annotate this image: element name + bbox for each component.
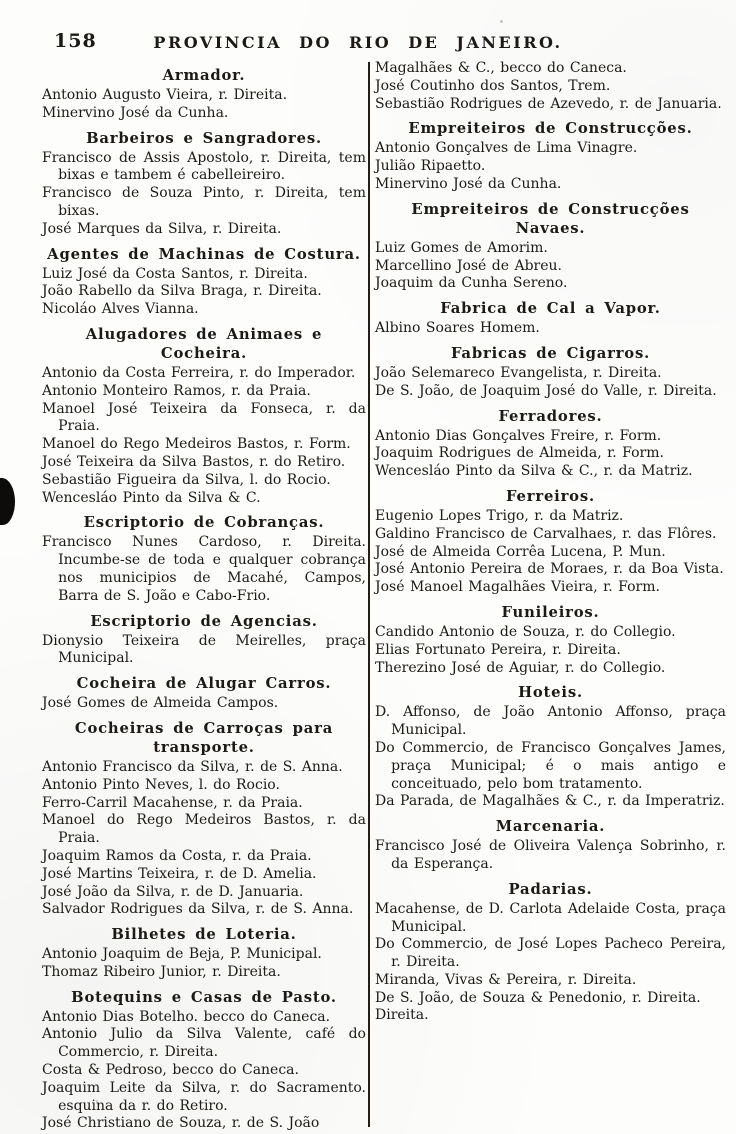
page-header xyxy=(0,0,736,60)
directory-section xyxy=(42,612,366,669)
directory-entry: D. Affonso, de João Antonio Affonso, praça Municipal. xyxy=(375,704,726,739)
section-heading: Fabrica de Cal a Vapor. xyxy=(440,300,661,318)
directory-entry: De S. João, de Souza & Penedonio, r. Direita. xyxy=(375,989,701,1006)
directory-entry: José Marques da Silva, r. Direita. xyxy=(42,220,282,237)
section-heading: Fabricas de Cigarros. xyxy=(450,344,651,362)
directory-entry: José Antonio Pereira de Moraes, r. da Boa Vista. xyxy=(375,561,724,578)
directory-entry: Francisco de Souza Pinto, r. Direita, tem bixas. xyxy=(42,185,366,219)
directory-entry: Sebastião Figueira da Silva, l. do Rocio. xyxy=(42,471,331,488)
directory-entry: Antonio Francisco da Silva, r. de S. Anna. xyxy=(42,758,343,775)
directory-section xyxy=(42,325,366,507)
directory-entry: Eugenio Lopes Trigo, r. da Matriz. xyxy=(375,507,624,524)
directory-entry: Joaquim da Cunha Sereno. xyxy=(375,275,568,292)
two-column-text-block xyxy=(0,60,736,1133)
directory-entry: José João da Silva, r. de D. Januaria. xyxy=(42,883,304,900)
directory-entry: Galdino Francisco de Carvalhaes, r. das Flôres. xyxy=(375,525,717,542)
directory-entry: Luiz Gomes de Amorim. xyxy=(375,239,548,256)
directory-section xyxy=(42,245,366,319)
directory-entry: José Teixeira da Silva Bastos, r. do Retiro. xyxy=(42,453,346,470)
directory-entry: Wencesláo Pinto da Silva & C. xyxy=(42,489,261,506)
directory-section xyxy=(42,66,366,123)
directory-section xyxy=(375,344,726,401)
directory-entry: João Selemareco Evangelista, r. Direita. xyxy=(375,364,662,381)
directory-entry: Therezino José de Aguiar, r. do Collegio. xyxy=(375,659,666,676)
directory-entry: Macahense, de D. Carlota Adelaide Costa, praça Municipal. xyxy=(375,900,726,935)
directory-entry: Francisco José de Oliveira Valença Sobrinho, r. da Esperança. xyxy=(375,838,726,872)
directory-section xyxy=(375,487,726,597)
directory-entry: José de Almeida Corrêa Lucena, P. Mun. xyxy=(375,543,666,560)
directory-entry: Antonio Joaquim de Beja, P. Municipal. xyxy=(42,946,322,963)
directory-section xyxy=(375,60,726,113)
directory-entry: Julião Ripaetto. xyxy=(375,158,486,175)
directory-entry: Manoel do Rego Medeiros Bastos, r. Form. xyxy=(42,436,351,453)
section-heading: Barbeiros e Sangradores. xyxy=(86,129,322,147)
directory-entry: Salvador Rodrigues da Silva, r. de S. Anna. xyxy=(42,901,354,918)
section-heading: Escriptorio de Cobranças. xyxy=(83,514,325,532)
directory-entry: Do Commercio, de José Lopes Pacheco Pereira, r. Direita. xyxy=(375,936,726,971)
section-heading: Botequins e Casas de Pasto. xyxy=(71,988,337,1006)
directory-section xyxy=(42,925,366,982)
directory-entry: Antonio Pinto Neves, l. do Rocio. xyxy=(42,776,280,793)
section-heading: Cocheira de Alugar Carros. xyxy=(76,675,332,693)
directory-entry: De S. João, de Joaquim José do Valle, r. Direita. xyxy=(375,382,717,399)
directory-entry: Antonio Gonçalves de Lima Vinagre. xyxy=(375,140,638,157)
section-heading: Empreiteiros de Construcções Navaes. xyxy=(411,200,690,237)
section-heading: Funileiros. xyxy=(501,603,600,621)
directory-entry: Dionysio Teixeira de Meirelles, praça Municipal. xyxy=(42,632,366,667)
directory-entry: Luiz José da Costa Santos, r. Direita. xyxy=(42,265,308,282)
directory-entry: José Martins Teixeira, r. de D. Amelia. xyxy=(42,865,317,882)
directory-entry: Candido Antonio de Souza, r. do Collegio. xyxy=(375,623,676,640)
directory-entry: Sebastião Rodrigues de Azevedo, r. de Januaria. xyxy=(375,95,722,112)
directory-entry: José Christiano de Souza, r. de S. João xyxy=(42,1115,320,1132)
page-number: 158 xyxy=(54,30,97,52)
directory-entry: Manoel José Teixeira da Fonseca, r. da Praia. xyxy=(42,400,366,435)
directory-entry: Thomaz Ribeiro Junior, r. Direita. xyxy=(42,963,281,980)
directory-entry: Antonio Augusto Vieira, r. Direita. xyxy=(42,87,288,103)
directory-section xyxy=(42,988,366,1134)
directory-section xyxy=(42,513,366,605)
directory-entry: Minervino José da Cunha. xyxy=(42,104,229,121)
directory-entry: Ferro-Carril Macahense, r. da Praia. xyxy=(42,794,303,811)
directory-section xyxy=(375,880,726,1026)
directory-section xyxy=(375,119,726,193)
directory-entry: Do Commercio, de Francisco Gonçalves James, praça Municipal; é o mais antigo e conceituado, pelo bom tratamento. xyxy=(375,739,726,792)
section-heading: Marcenaria. xyxy=(495,818,606,836)
directory-entry: João Rabello da Silva Braga, r. Direita. xyxy=(42,283,322,300)
page-title: PROVINCIA DO RIO DE JANEIRO. xyxy=(153,33,563,52)
directory-entry: Antonio Julio da Silva Valente, café do Commercio, r. Direita. xyxy=(42,1026,366,1061)
directory-entry: Costa & Pedroso, becco do Caneca. xyxy=(42,1062,299,1079)
directory-entry: Albino Soares Homem. xyxy=(375,320,540,337)
directory-entry: Miranda, Vivas & Pereira, r. Direita. xyxy=(375,971,637,988)
section-heading: Agentes de Machinas de Costura. xyxy=(47,245,361,263)
directory-entry: Manoel do Rego Medeiros Bastos, r. da Praia. xyxy=(42,812,366,847)
directory-entry: Joaquim Rodrigues de Almeida, r. Form. xyxy=(375,445,664,462)
directory-entry: Francisco de Assis Apostolo, r. Direita, tem bixas e tambem é cabelleireiro. xyxy=(42,149,366,184)
directory-entry: Direita. xyxy=(375,1007,429,1024)
directory-entry: Francisco Nunes Cardoso, r. Direita. Incumbe-se de toda e qualquer cobrança nos municipios de Macahé, Campos, Barra de S. João e Cabo-Frio. xyxy=(42,534,366,604)
section-heading: Ferradores. xyxy=(498,407,603,425)
directory-entry: Joaquim Ramos da Costa, r. da Praia. xyxy=(42,847,312,864)
directory-entry: Elias Fortunato Pereira, r. Direita. xyxy=(375,641,621,658)
section-heading: Bilhetes de Loteria. xyxy=(111,926,297,944)
directory-entry: Da Parada, de Magalhães & C., r. da Imperatriz. xyxy=(375,793,725,810)
section-heading: Escriptorio de Agencias. xyxy=(90,612,318,630)
directory-entry: Marcellino José de Abreu. xyxy=(375,257,563,274)
directory-entry: Magalhães & C., becco do Caneca. xyxy=(375,60,627,76)
directory-entry: Nicoláo Alves Vianna. xyxy=(42,301,199,318)
directory-section xyxy=(375,299,726,338)
left-column xyxy=(42,60,368,1133)
directory-entry: Wencesláo Pinto da Silva & C., r. da Matriz. xyxy=(375,463,693,480)
directory-entry: José Gomes de Almeida Campos. xyxy=(42,695,279,712)
directory-entry: Antonio Dias Botelho. becco do Caneca. xyxy=(42,1008,331,1025)
directory-section xyxy=(375,817,726,874)
right-column xyxy=(370,60,730,1133)
directory-section xyxy=(42,674,366,713)
section-heading: Hoteis. xyxy=(518,684,583,702)
scan-speck xyxy=(500,20,503,23)
directory-entry: Minervino José da Cunha. xyxy=(375,175,562,192)
section-heading: Empreiteiros de Construcções. xyxy=(408,120,693,138)
directory-entry: Antonio Monteiro Ramos, r. da Praia. xyxy=(42,382,311,399)
section-heading: Alugadores de Animaes e Cocheira. xyxy=(85,325,323,362)
directory-section xyxy=(42,129,366,239)
section-heading: Padarias. xyxy=(508,880,593,898)
directory-section xyxy=(42,719,366,919)
directory-entry: Antonio Dias Gonçalves Freire, r. Form. xyxy=(375,427,662,444)
directory-entry: Joaquim Leite da Silva, r. do Sacramento. esquina da r. do Retiro. xyxy=(42,1079,366,1114)
directory-entry: Antonio da Costa Ferreira, r. do Imperador. xyxy=(42,364,356,381)
directory-section xyxy=(375,407,726,481)
directory-section xyxy=(375,683,726,811)
directory-entry: José Manoel Magalhães Vieira, r. Form. xyxy=(375,579,660,596)
section-heading: Cocheiras de Carroças para transporte. xyxy=(74,719,334,756)
scan-speck xyxy=(96,1100,98,1102)
directory-entry: José Coutinho dos Santos, Trem. xyxy=(375,77,611,94)
section-heading: Armador. xyxy=(162,67,246,84)
directory-section xyxy=(375,200,726,293)
directory-section xyxy=(375,603,726,677)
section-heading: Ferreiros. xyxy=(506,487,595,505)
